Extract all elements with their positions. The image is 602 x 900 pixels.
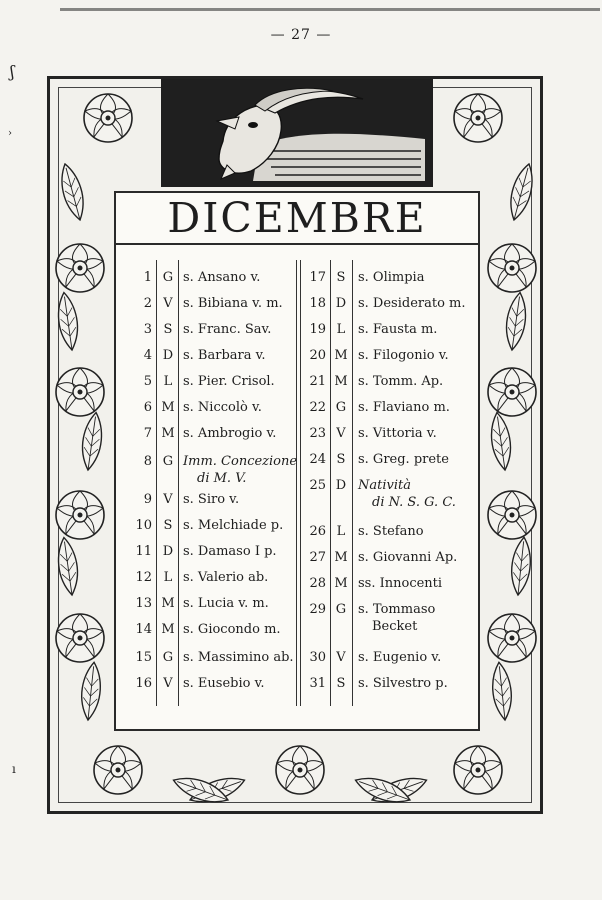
weekday-letter: D [335,478,347,493]
saint-name-continuation: Becket [372,619,418,634]
saint-name: s. Massimino ab. [183,650,294,665]
weekday-letter: V [163,296,173,311]
saint-name: s. Vittoria v. [358,426,437,441]
saint-name: s. Franc. Sav. [183,322,272,337]
saint-name: s. Fausta m. [358,322,438,337]
day-number: 30 [309,650,326,665]
saint-name: ss. Innocenti [358,576,443,591]
saint-name: s. Bibiana v. m. [183,296,283,311]
margin-mark-icon: ʃ [10,62,15,81]
saint-name: s. Lucia v. m. [183,596,269,611]
saint-name: Imm. Concezione [183,454,298,469]
day-number: 13 [135,596,152,611]
saint-name: s. Filogonio v. [358,348,449,363]
day-number: 1 [143,270,152,285]
column-rule [296,260,297,706]
day-number: 7 [143,426,152,441]
weekday-letter: D [162,348,174,363]
weekday-letter: M [334,374,348,389]
day-number: 26 [309,524,326,539]
day-number: 24 [309,452,326,467]
weekday-letter: G [162,650,174,665]
weekday-letter: M [334,348,348,363]
month-title: DICEMBRE [167,194,427,242]
day-number: 18 [309,296,326,311]
weekday-letter: M [161,622,175,637]
day-number: 6 [143,400,152,415]
weekday-letter: G [162,270,174,285]
saint-name: s. Ansano v. [183,270,261,285]
day-number: 15 [135,650,152,665]
day-number: 10 [135,518,152,533]
title-divider [114,243,480,245]
weekday-letter: G [162,454,174,469]
day-number: 31 [309,676,326,691]
saint-name: s. Melchiade p. [183,518,284,533]
saint-name: s. Olimpia [358,270,425,285]
weekday-letter: S [163,518,173,533]
margin-dot-icon: › [8,128,12,139]
day-number: 9 [143,492,152,507]
saint-name: s. Siro v. [183,492,240,507]
weekday-letter: L [336,322,346,337]
saint-name: s. Damaso I p. [183,544,277,559]
day-number: 14 [135,622,152,637]
weekday-letter: D [162,544,174,559]
saint-name: s. Ambrogio v. [183,426,277,441]
day-number: 16 [135,676,152,691]
day-number: 22 [309,400,326,415]
day-number: 4 [143,348,152,363]
weekday-letter: M [334,550,348,565]
saint-name-continuation: di N. S. G. C. [372,495,456,510]
goat-head-icon [163,81,431,185]
saint-name: s. Barbara v. [183,348,266,363]
saint-name: s. Greg. prete [358,452,449,467]
weekday-letter: L [163,570,173,585]
saint-name: s. Giovanni Ap. [358,550,458,565]
day-number: 8 [143,454,152,469]
column-rule [300,260,301,706]
saint-name: Natività [358,478,411,493]
weekday-letter: S [336,676,346,691]
column-rule [352,260,353,706]
saint-name: s. Flaviano m. [358,400,450,415]
saint-name: s. Giocondo m. [183,622,281,637]
margin-dot-icon: ı [12,762,16,776]
column-rule [330,260,331,706]
day-number: 2 [143,296,152,311]
day-number: 5 [143,374,152,389]
day-number: 28 [309,576,326,591]
weekday-letter: G [335,400,347,415]
saint-name: s. Desiderato m. [358,296,466,311]
weekday-letter: D [335,296,347,311]
weekday-letter: M [161,400,175,415]
day-number: 17 [309,270,326,285]
day-number: 12 [135,570,152,585]
saint-name-continuation: di M. V. [197,471,247,486]
saint-name: s. Eusebio v. [183,676,265,691]
saint-name: s. Pier. Crisol. [183,374,275,389]
weekday-letter: L [163,374,173,389]
weekday-letter: G [335,602,347,617]
day-number: 27 [309,550,326,565]
column-rule [178,260,179,706]
saint-name: s. Stefano [358,524,424,539]
day-number: 25 [309,478,326,493]
weekday-letter: V [163,676,173,691]
goat-illustration [161,79,433,187]
saint-name: s. Eugenio v. [358,650,442,665]
weekday-letter: V [163,492,173,507]
weekday-letter: M [161,596,175,611]
weekday-letter: S [163,322,173,337]
saint-name: s. Valerio ab. [183,570,269,585]
weekday-letter: V [336,426,346,441]
day-number: 3 [143,322,152,337]
day-number: 29 [309,602,326,617]
column-rule [156,260,157,706]
day-number: 23 [309,426,326,441]
day-number: 21 [309,374,326,389]
weekday-letter: M [161,426,175,441]
weekday-letter: M [334,576,348,591]
day-number: 20 [309,348,326,363]
page-number: — 27 — [270,27,332,43]
weekday-letter: V [336,650,346,665]
weekday-letter: S [336,270,346,285]
day-number: 19 [309,322,326,337]
day-number: 11 [135,544,152,559]
weekday-letter: S [336,452,346,467]
weekday-letter: L [336,524,346,539]
saint-name: s. Tommaso [358,602,436,617]
saint-name: s. Niccolò v. [183,400,262,415]
saint-name: s. Silvestro p. [358,676,448,691]
saint-name: s. Tomm. Ap. [358,374,444,389]
